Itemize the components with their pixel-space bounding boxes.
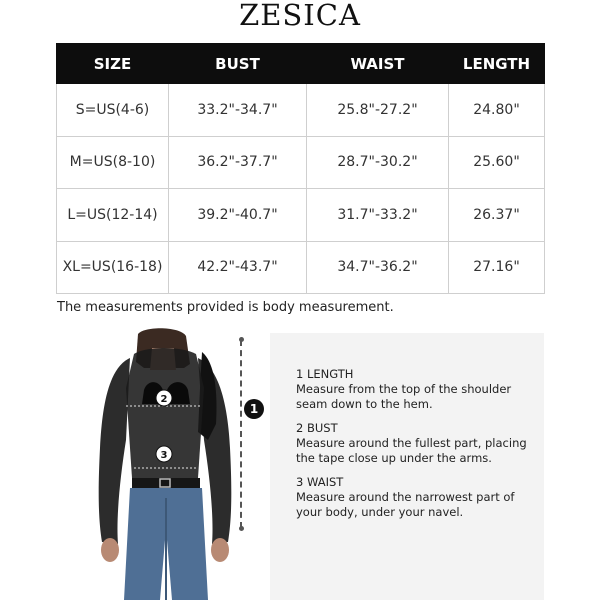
guide-item-bust	[296, 421, 536, 466]
guide-line: Measure around the fullest part, placing	[296, 436, 527, 450]
length-line-top-dot	[239, 337, 244, 342]
table-row	[57, 189, 545, 242]
cell-waist: 34.7"-36.2"	[307, 241, 449, 294]
waist-marker-label: 3	[160, 450, 168, 461]
cell-bust: 36.2"-37.7"	[169, 136, 307, 189]
table-row	[57, 84, 545, 137]
right-hand	[211, 538, 229, 562]
cell-length: 24.80"	[449, 84, 545, 137]
table-row	[57, 136, 545, 189]
cell-length: 27.16"	[449, 241, 545, 294]
cell-size: M=US(8-10)	[57, 136, 169, 189]
cell-waist: 31.7"-33.2"	[307, 189, 449, 242]
table-header-row	[57, 44, 545, 84]
guide-line: the tape close up under the arms.	[296, 451, 492, 465]
cell-waist: 25.8"-27.2"	[307, 84, 449, 137]
cell-length: 25.60"	[449, 136, 545, 189]
guide-title: 2 BUST	[296, 421, 338, 435]
measure-guide-panel	[270, 333, 544, 600]
length-line-bottom-dot	[239, 526, 244, 531]
size-chart-table	[56, 43, 545, 294]
header-waist: WAIST	[307, 44, 449, 84]
length-marker: 1	[244, 399, 264, 419]
guide-line: Measure from the top of the shoulder	[296, 382, 512, 396]
cell-size: XL=US(16-18)	[57, 241, 169, 294]
guide-line: Measure around the narrowest part of	[296, 490, 515, 504]
model-figure-svg	[86, 328, 246, 600]
brand-logo: ZESICA	[239, 0, 361, 32]
left-sleeve	[99, 358, 130, 544]
cell-bust: 39.2"-40.7"	[169, 189, 307, 242]
cell-length: 26.37"	[449, 189, 545, 242]
cell-bust: 33.2"-34.7"	[169, 84, 307, 137]
model-illustration	[86, 328, 246, 600]
header-size: SIZE	[57, 44, 169, 84]
measurement-note: The measurements provided is body measurement.	[57, 300, 394, 315]
guide-line: your body, under your navel.	[296, 505, 464, 519]
length-measure-line	[240, 340, 242, 528]
guide-item-waist	[296, 475, 536, 520]
left-hand	[101, 538, 119, 562]
bust-marker-label: 2	[160, 394, 168, 405]
cell-size: S=US(4-6)	[57, 84, 169, 137]
guide-line: seam down to the hem.	[296, 397, 433, 411]
guide-title: 1 LENGTH	[296, 367, 354, 381]
header-bust: BUST	[169, 44, 307, 84]
guide-item-length	[296, 367, 536, 412]
cell-bust: 42.2"-43.7"	[169, 241, 307, 294]
guide-title: 3 WAIST	[296, 475, 344, 489]
cell-waist: 28.7"-30.2"	[307, 136, 449, 189]
header-length: LENGTH	[449, 44, 545, 84]
cell-size: L=US(12-14)	[57, 189, 169, 242]
table-row	[57, 241, 545, 294]
